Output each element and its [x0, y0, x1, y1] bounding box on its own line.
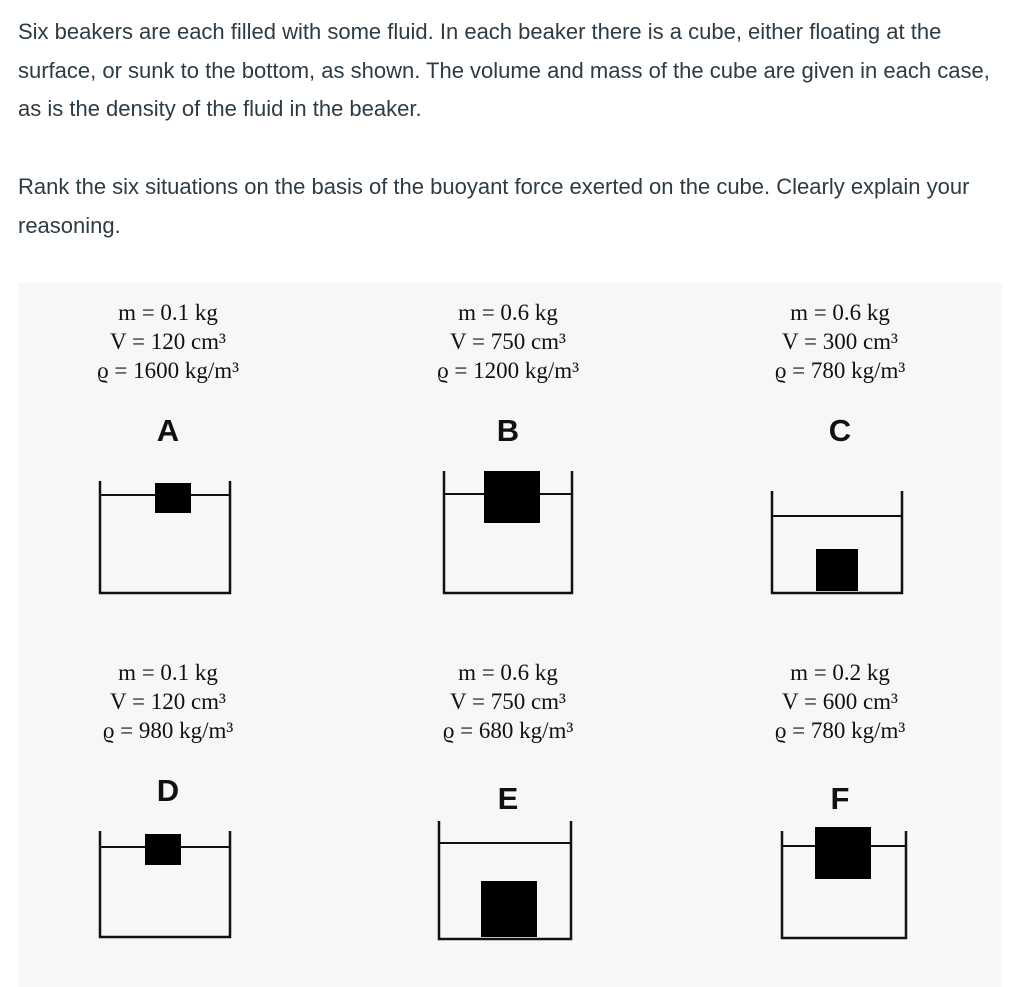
cube-c	[816, 549, 858, 591]
cube-b	[484, 471, 540, 523]
density-f: ϱ = 780 kg/m³	[774, 718, 906, 743]
question-paragraph-1: Six beakers are each filled with some fluid. In each beaker there is a cube, either floating at the surface, or sunk to the bottom, as shown. The volume and mass of the cube are given in each case, as is the density of the fluid in the beaker.	[18, 19, 990, 121]
volume-c: V = 300 cm³	[782, 329, 898, 354]
question-paragraph-2: Rank the six situations on the basis of the buoyant force exerted on the cube. Clearly explain your reasoning.	[18, 174, 970, 238]
volume-f: V = 600 cm³	[782, 689, 898, 714]
mass-d: m = 0.1 kg	[118, 660, 218, 685]
mass-c: m = 0.6 kg	[790, 300, 890, 325]
density-b: ϱ = 1200 kg/m³	[436, 358, 580, 383]
density-e: ϱ = 680 kg/m³	[442, 718, 574, 743]
label-a: A	[156, 413, 180, 448]
volume-b: V = 750 cm³	[450, 329, 566, 354]
cube-a	[155, 483, 191, 513]
beaker-b	[358, 283, 658, 623]
mass-f: m = 0.2 kg	[790, 660, 890, 685]
beaker-a	[18, 283, 318, 623]
label-d: D	[156, 773, 180, 808]
cube-f	[815, 827, 871, 879]
density-d: ϱ = 980 kg/m³	[102, 718, 234, 743]
mass-b: m = 0.6 kg	[458, 300, 558, 325]
volume-a: V = 120 cm³	[110, 329, 226, 354]
cube-d	[145, 834, 181, 865]
label-c: C	[828, 413, 852, 448]
beaker-d	[18, 643, 318, 983]
mass-e: m = 0.6 kg	[458, 660, 558, 685]
label-b: B	[496, 413, 520, 448]
volume-d: V = 120 cm³	[110, 689, 226, 714]
beaker-c	[690, 283, 990, 623]
beaker-e	[358, 643, 658, 983]
volume-e: V = 750 cm³	[450, 689, 566, 714]
label-e: E	[497, 781, 519, 816]
label-f: F	[830, 781, 850, 816]
mass-a: m = 0.1 kg	[118, 300, 218, 325]
cube-e	[481, 881, 537, 937]
density-a: ϱ = 1600 kg/m³	[96, 358, 240, 383]
beakers-figure	[18, 283, 1002, 987]
beaker-f	[690, 643, 990, 983]
density-c: ϱ = 780 kg/m³	[774, 358, 906, 383]
